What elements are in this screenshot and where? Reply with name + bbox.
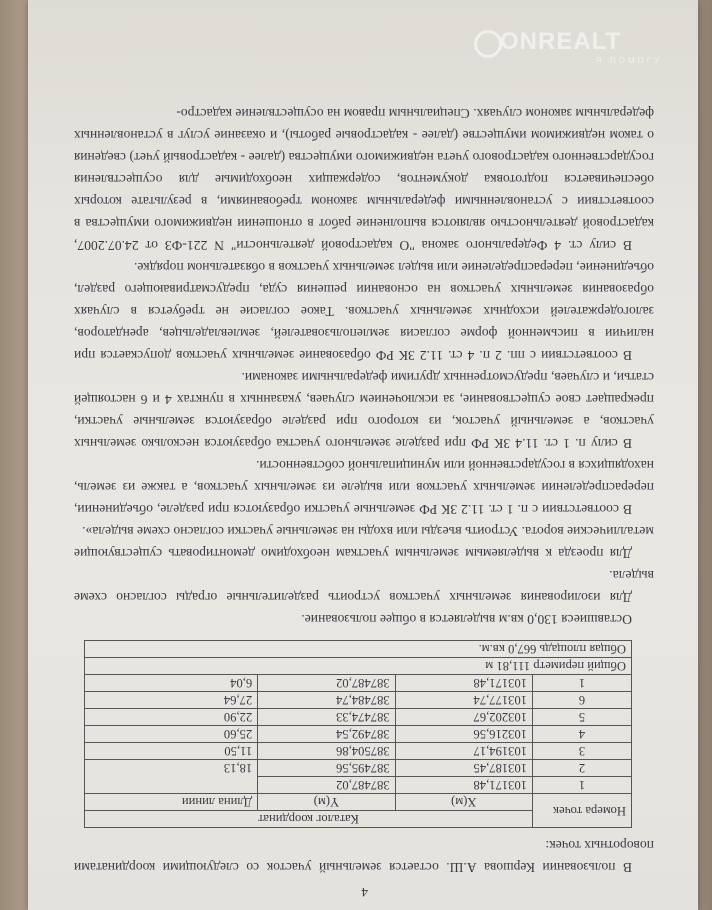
table-row [85,692,632,709]
watermark-text: ONREALT [500,28,622,55]
table-row [85,777,632,794]
table-row [85,675,632,692]
perimeter-cell: Общий периметр 111,81 м [85,658,632,675]
cell-x: 103171,48 [395,777,532,794]
cell-y: 387504,86 [258,743,395,760]
cell-len: 22,90 [85,709,258,726]
header-x: X(м) [395,794,532,811]
watermark-logo-icon [474,30,502,58]
table-row [85,709,632,726]
paragraph: Оставшиеся 130,0 кв.м выделяется в общее пользование. [301,612,632,627]
table-row [85,726,632,743]
watermark-subtext: Я ПОМОГУ [596,56,663,65]
cell-n: 6 [533,692,632,709]
cell-x: 103171,48 [395,675,532,692]
cell-y: 387487,02 [258,777,395,794]
cell-y: 387484,74 [258,692,395,709]
document-page [28,0,698,910]
cell-x: 103177,74 [395,692,532,709]
page-number: 4 [361,885,368,900]
paragraph: Для проезда к выделяемым земельным участкам необходимо демонтировать существующие металлические ворота. Устроить въезды или входы на земельные участки согласно схеме выдела». [74,524,654,561]
cell-x: 103202,67 [395,709,532,726]
cell-x: 103216,56 [395,726,532,743]
header-y: Y(м) [258,794,395,811]
paragraph: В силу п. 1 ст. 11.4 ЗК РФ при разделе земельного участка образуются несколько земельных участков, а земельный участок, из которого при разделе образуются земельные участки, прекращает свое существование, за исключением случаев, указанных в пунктах 4 и 6 настоящей статьи, и случаев, предусмотренных другими федеральными законами. [74,370,654,451]
intro-paragraph: В пользовании Кершова А.Ш. остается земельный участок со следующими координатами поворотных точек: [74,838,654,875]
coordinates-table [84,640,632,828]
cell-n: 5 [533,709,632,726]
paragraph: Для изолирования земельных участков устроить разделительные ограды согласно схеме выдела. [74,568,654,605]
paragraph: В соответствии с п. 1 ст. 11.2 ЗК РФ земельные участки образуются при разделе, объединении, перераспределении земельных участков или выделе из земельных участков, а также из земель, находящихся в государственной или муниципальной собственности. [74,458,654,517]
cell-y: 387495,56 [258,760,395,777]
table-row [85,743,632,760]
cell-y: 387474,33 [258,709,395,726]
header-points: Номера точек [533,794,632,828]
cell-y: 387492,54 [258,726,395,743]
cell-len: 11,50 [85,743,258,760]
cell-len: 27,64 [85,692,258,709]
cell-n: 2 [533,760,632,777]
page-content [74,102,654,886]
paragraph: В силу ст. 4 Федерального закона "О кадастровой деятельности" N 221-ФЗ от 24.07.2007, кадастровой деятельностью являются выполнение работ в отношении недвижимого имущества в соответствии с установленными федеральным законом требованиями, в результате которых обеспечивается подготовка документов, содержащих необходимые для осуществления государственного кадастрового учета недвижимого имущества (далее - кадастровый учет) сведения о таком недвижимом имуществе (далее - кадастровые работы), и оказание услуг в установленных федеральным законом случаях. Специальным правом на осуществление кадастро- [74,106,654,253]
cell-len: 25,60 [85,726,258,743]
header-length: Длина линии [85,794,258,811]
cell-len: 6,04 [85,675,258,692]
cell-n: 1 [533,777,632,794]
cell-n: 4 [533,726,632,743]
cell-y: 387487,02 [258,675,395,692]
area-cell: Общая площадь 667,0 кв.м. [85,641,632,658]
cell-x: 103187,45 [395,760,532,777]
paragraph: В соответствии с пп. 2 п. 4 ст. 11.2 ЗК РФ образование земельных участков допускается при наличии в письменной форме согласия землепользователей, землевладельцев, арендаторов, залогодержателей исходных земельных участков. Такое согласие не требуется в случаях образования земельных участков на основании решения суда, предусматривающего раздел, объединение, перераспределение или выдел земельных участков в обязательном порядке. [74,260,654,363]
cell-n: 3 [533,743,632,760]
cell-x: 103194,17 [395,743,532,760]
watermark [500,28,700,68]
cell-n: 1 [533,675,632,692]
cell-len: 18,13 [85,760,258,794]
header-catalog: Каталог координат [85,811,533,828]
